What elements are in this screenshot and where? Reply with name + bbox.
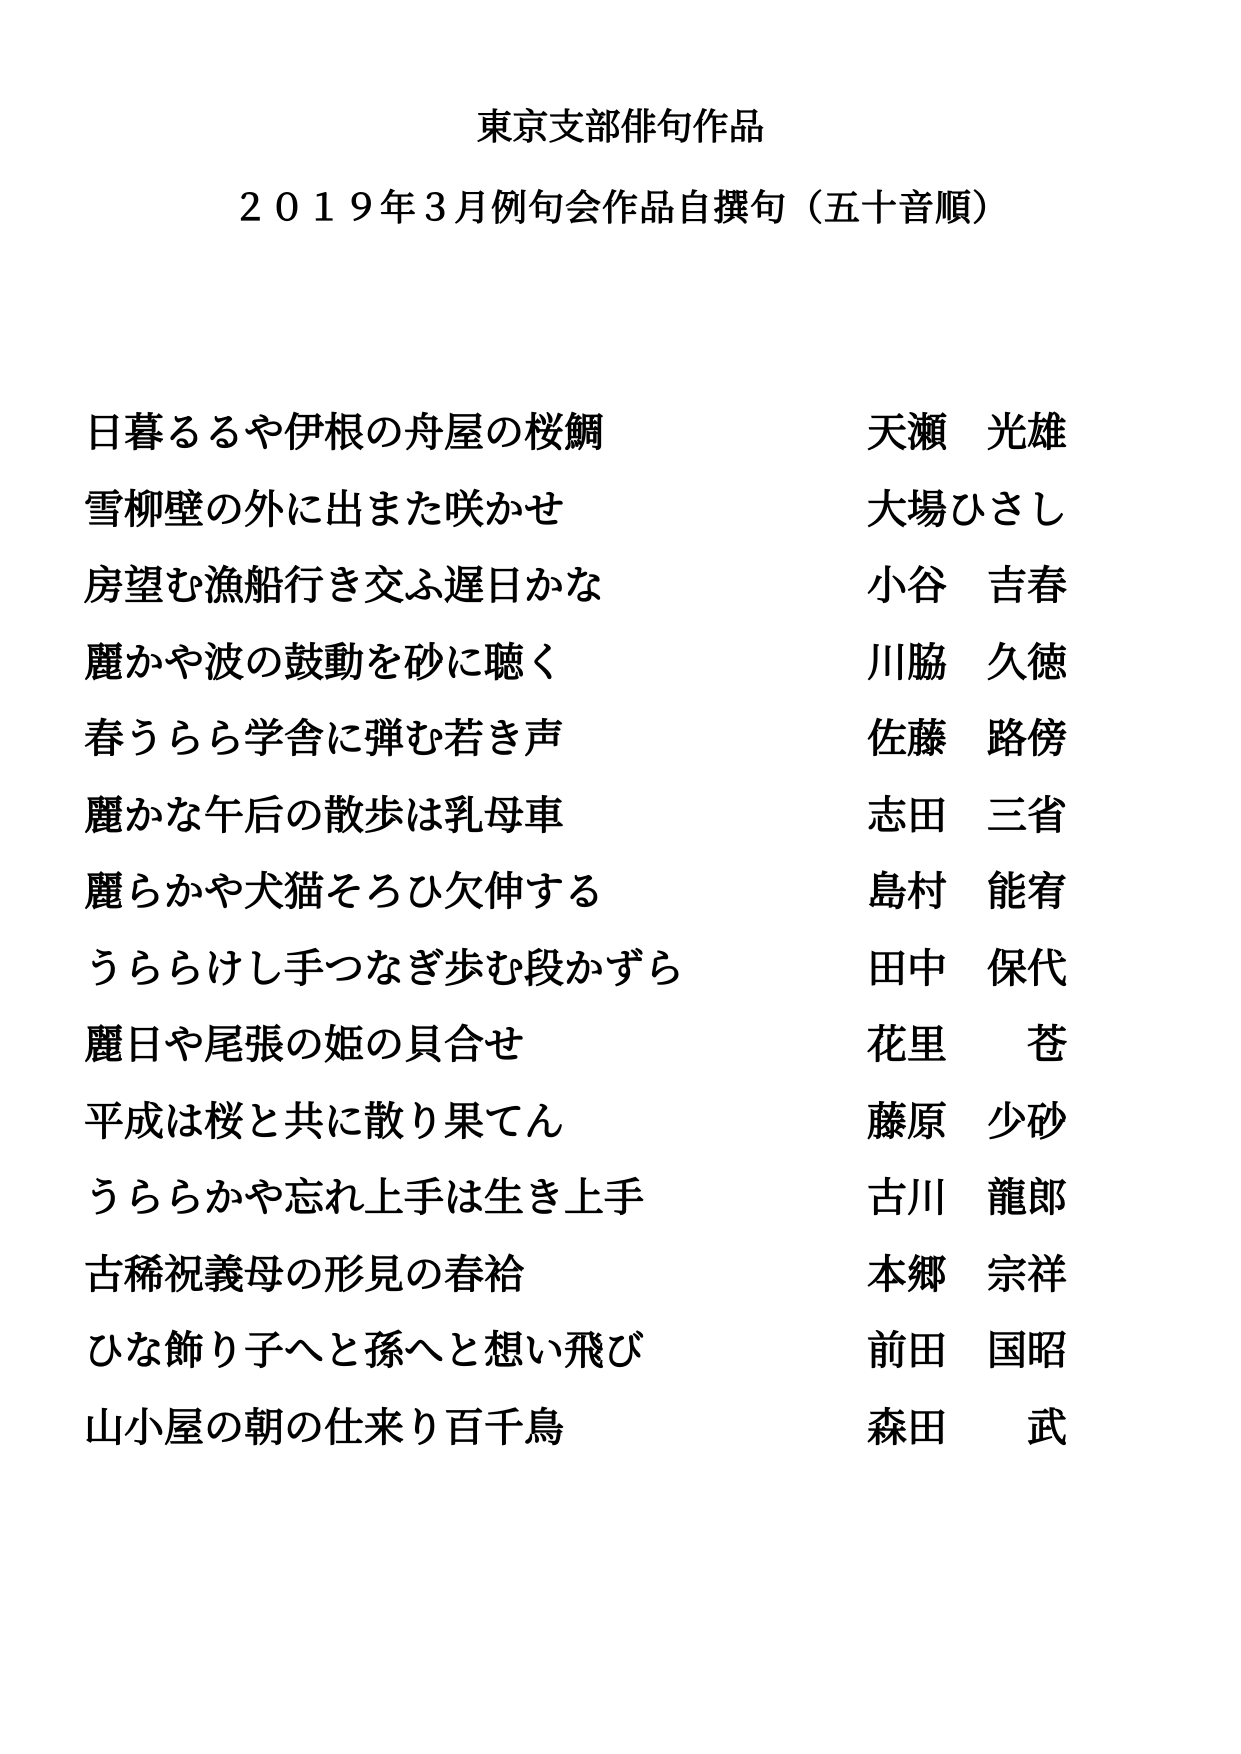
haiku-entry bbox=[84, 864, 1084, 941]
author-name: 天瀬 光雄 bbox=[867, 409, 1067, 456]
author-name: 小谷 吉春 bbox=[867, 562, 1067, 609]
haiku-entry bbox=[84, 1400, 1084, 1477]
author-name: 田中 保代 bbox=[867, 944, 1067, 992]
author-name: 本郷 宗祥 bbox=[867, 1250, 1067, 1298]
haiku-text: 日暮るるや伊根の舟屋の桜鯛 bbox=[84, 409, 604, 456]
haiku-text: 雪柳壁の外に出また咲かせ bbox=[84, 485, 564, 533]
author-name: 川脇 久徳 bbox=[867, 638, 1067, 686]
haiku-text: 房望む漁船行き交ふ遅日かな bbox=[84, 562, 604, 609]
author-name: 前田 国昭 bbox=[867, 1327, 1067, 1374]
haiku-entry bbox=[84, 1170, 1084, 1247]
author-name: 佐藤 路傍 bbox=[867, 715, 1067, 762]
author-name: 藤原 少砂 bbox=[867, 1097, 1067, 1145]
haiku-entry bbox=[84, 1323, 1084, 1400]
haiku-text: 麗かな午后の散歩は乳母車 bbox=[84, 791, 564, 839]
haiku-text: 麗らかや犬猫そろひ欠伸する bbox=[84, 868, 604, 915]
haiku-entry bbox=[84, 482, 1084, 559]
haiku-text: 春うらら学舎に弾む若き声 bbox=[84, 715, 564, 762]
haiku-entry bbox=[84, 788, 1084, 865]
author-name: 大場ひさし bbox=[867, 485, 1067, 533]
haiku-entry bbox=[84, 635, 1084, 712]
author-name: 森田 武 bbox=[867, 1403, 1067, 1451]
haiku-text: うららかや忘れ上手は生き上手 bbox=[84, 1174, 644, 1221]
haiku-entry bbox=[84, 1094, 1084, 1171]
page-title: 東京支部俳句作品 bbox=[476, 106, 765, 148]
haiku-text: ひな飾り子へと孫へと想い飛び bbox=[84, 1327, 644, 1374]
author-name: 古川 龍郎 bbox=[867, 1174, 1067, 1221]
author-name: 花里 苍 bbox=[867, 1021, 1067, 1068]
haiku-entry bbox=[84, 711, 1084, 788]
author-name: 志田 三省 bbox=[867, 791, 1067, 839]
haiku-entry bbox=[84, 405, 1084, 482]
haiku-entry bbox=[84, 558, 1084, 635]
haiku-entry bbox=[84, 941, 1084, 1018]
page-subtitle: ２０１９年３月例句会作品自撰句（五十音順） bbox=[231, 187, 1009, 229]
haiku-text: 麗かや波の鼓動を砂に聴く bbox=[84, 638, 564, 686]
haiku-text: 麗日や尾張の姫の貝合せ bbox=[84, 1021, 524, 1068]
haiku-list bbox=[84, 405, 1084, 1476]
haiku-entry bbox=[84, 1247, 1084, 1324]
haiku-text: うららけし手つなぎ歩む段かずら bbox=[84, 944, 684, 992]
haiku-text: 山小屋の朝の仕来り百千鳥 bbox=[84, 1403, 564, 1451]
haiku-text: 平成は桜と共に散り果てん bbox=[84, 1097, 564, 1145]
haiku-entry bbox=[84, 1017, 1084, 1094]
haiku-text: 古稀祝義母の形見の春袷 bbox=[84, 1250, 524, 1298]
author-name: 島村 能宥 bbox=[867, 868, 1067, 915]
